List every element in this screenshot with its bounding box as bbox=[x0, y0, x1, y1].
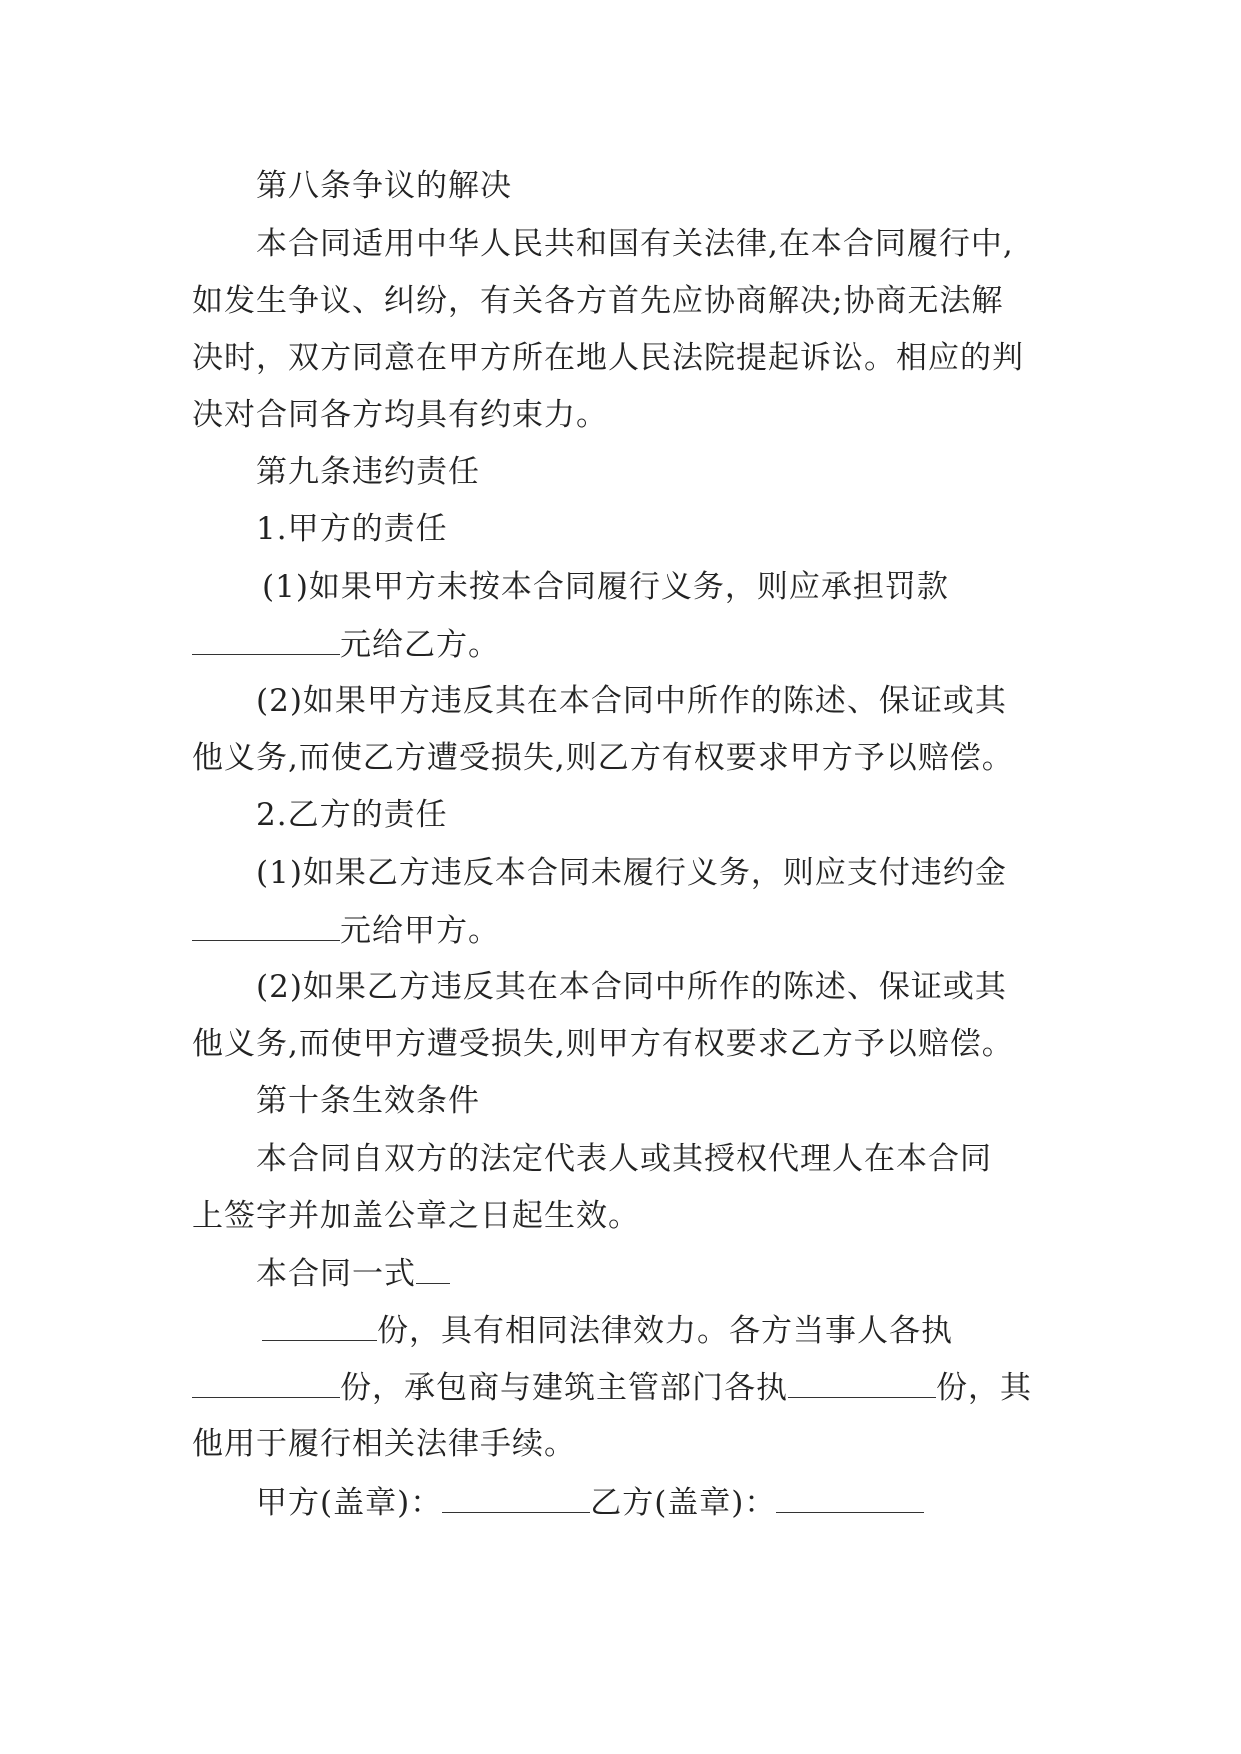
party-b-item-1-line: 元给甲方。 bbox=[192, 910, 1072, 950]
party-a-item-2-line: (2)如果甲方违反其在本合同中所作的陈述、保证或其 bbox=[256, 683, 1007, 719]
copies-line: 份，承包商与建筑主管部门各执 份，其 bbox=[192, 1367, 1072, 1407]
copies-count-blank bbox=[416, 1253, 450, 1284]
article-8-para-line: 如发生争议、纠纷，有关各方首先应协商解决;协商无法解 bbox=[192, 283, 1004, 319]
party-a-item-2-line: 他义务,而使乙方遭受损失,则乙方有权要求甲方予以赔偿。 bbox=[192, 740, 1014, 776]
article-8-para-line: 本合同适用中华人民共和国有关法律,在本合同履行中, bbox=[256, 226, 1014, 262]
party-b-item-2-line: 他义务,而使甲方遭受损失,则甲方有权要求乙方予以赔偿。 bbox=[192, 1026, 1014, 1062]
party-a-responsibility-heading: 1.甲方的责任 bbox=[256, 511, 448, 547]
each-party-copies-blank bbox=[192, 1367, 340, 1398]
article-8-heading: 第八条争议的解决 bbox=[256, 168, 512, 204]
copies-line: 他用于履行相关法律手续。 bbox=[192, 1426, 576, 1462]
article-9-heading: 第九条违约责任 bbox=[256, 454, 480, 490]
copies-line: 本合同一式 bbox=[256, 1253, 1136, 1293]
article-8-para-line: 决对合同各方均具有约束力。 bbox=[192, 397, 608, 433]
party-b-item-1-line: (1)如果乙方违反本合同未履行义务，则应支付违约金 bbox=[256, 855, 1007, 891]
party-b-responsibility-heading: 2.乙方的责任 bbox=[256, 797, 448, 833]
article-8-para-line: 决时，双方同意在甲方所在地人民法院提起诉讼。相应的判 bbox=[192, 340, 1024, 376]
article-10-heading: 第十条生效条件 bbox=[256, 1083, 480, 1119]
party-b-seal-blank bbox=[776, 1482, 924, 1513]
party-a-item-1-line: (1)如果甲方未按本合同履行义务，则应承担罚款 bbox=[262, 569, 949, 605]
total-copies-blank bbox=[262, 1310, 377, 1341]
party-a-item-1-line: 元给乙方。 bbox=[192, 624, 1072, 664]
penalty-amount-blank bbox=[192, 624, 340, 655]
article-10-para-line: 本合同自双方的法定代表人或其授权代理人在本合同 bbox=[256, 1141, 992, 1177]
party-a-seal-blank bbox=[442, 1482, 590, 1513]
contractor-copies-blank bbox=[788, 1367, 936, 1398]
liquidated-damages-blank bbox=[192, 910, 340, 941]
party-b-seal-label: 乙方(盖章)： bbox=[590, 1485, 777, 1521]
article-10-para-line: 上签字并加盖公章之日起生效。 bbox=[192, 1198, 640, 1234]
party-a-seal-label: 甲方(盖章)： bbox=[256, 1485, 443, 1521]
copies-line: 份，具有相同法律效力。各方当事人各执 bbox=[262, 1310, 1142, 1350]
signature-line bbox=[256, 1482, 1136, 1522]
party-b-item-2-line: (2)如果乙方违反其在本合同中所作的陈述、保证或其 bbox=[256, 969, 1007, 1005]
